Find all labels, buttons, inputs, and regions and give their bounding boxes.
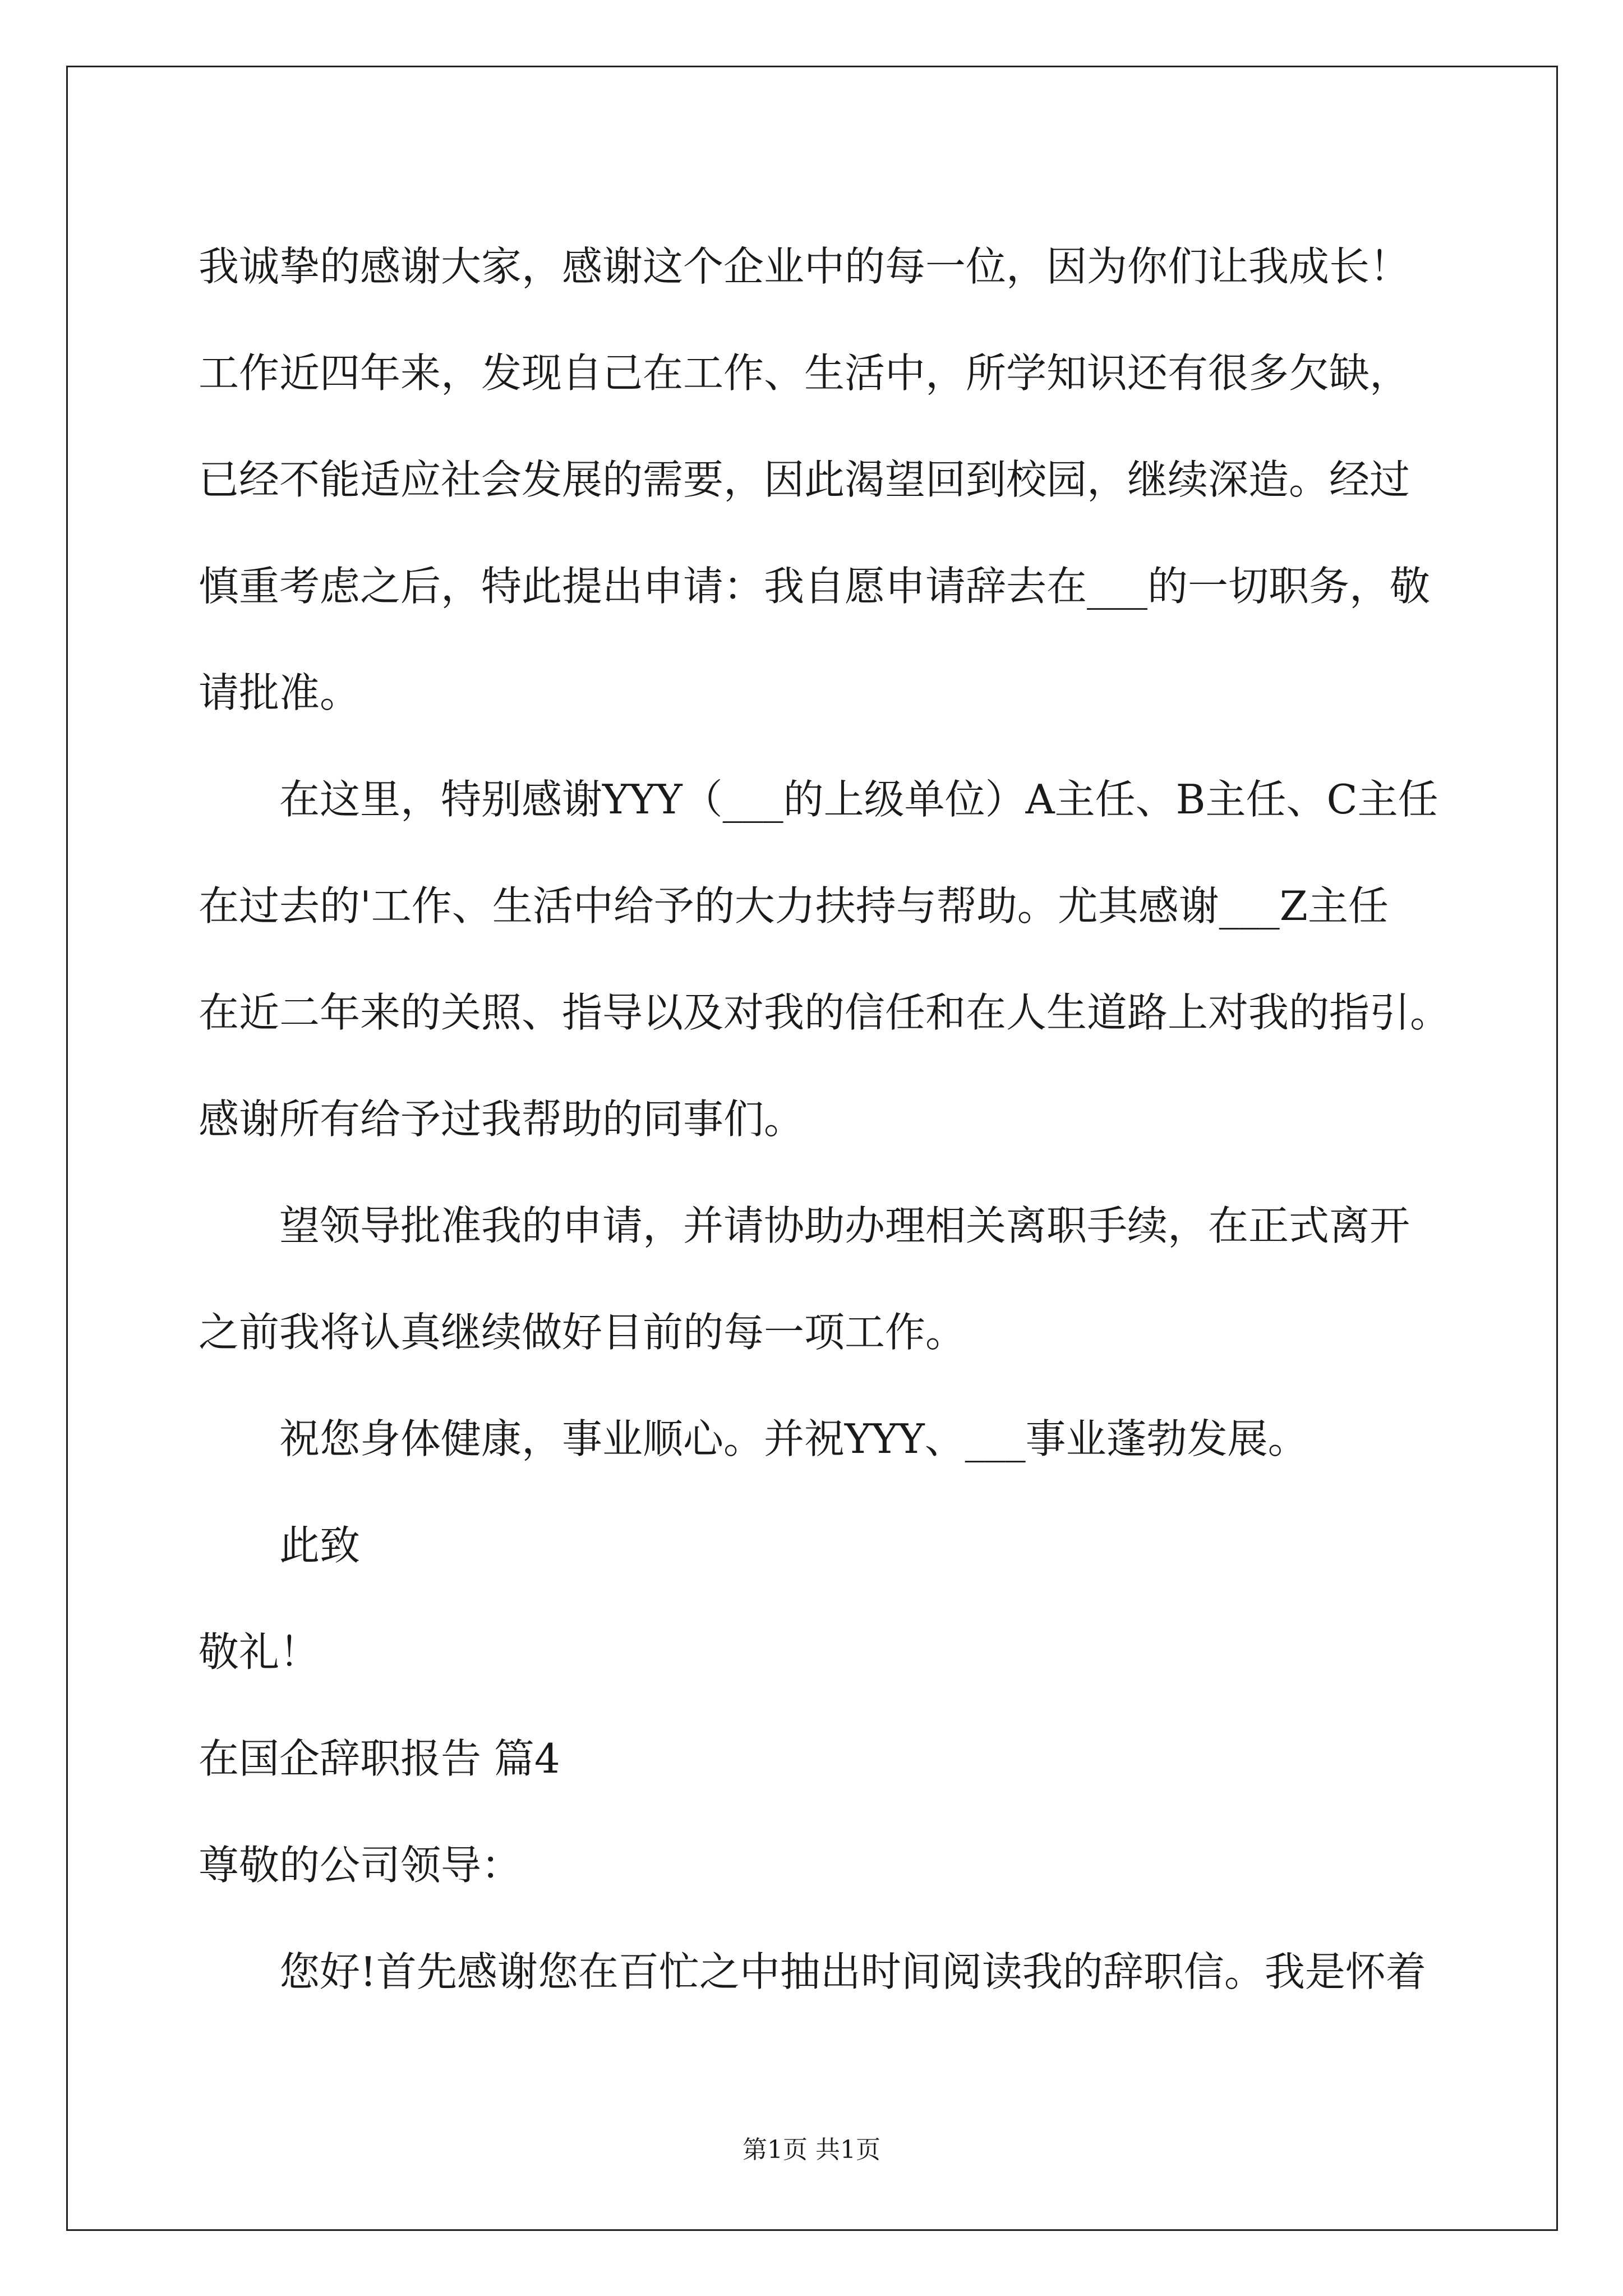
- letter-greeting: 尊敬的公司领导：: [199, 1842, 522, 1889]
- text-line-2: 工作近四年来，发现自己在工作、生活中，所学知识还有很多欠缺，: [199, 349, 1410, 397]
- page-number-footer: 第1页 共1页: [743, 2136, 880, 2164]
- text-line-3: 已经不能适应社会发展的需要，因此渴望回到校园，继续深造。经过: [199, 456, 1410, 503]
- text-line-17: 您好!首先感谢您在百忙之中抽出时间阅读我的辞职信。我是怀着: [279, 1948, 1426, 1995]
- text-line-11: 之前我将认真继续做好目前的每一项工作。: [199, 1309, 966, 1356]
- text-line-8: 在近二年来的关照、指导以及对我的信任和在人生道路上对我的指引。: [199, 989, 1451, 1036]
- text-line-7: 在过去的'工作、生活中给予的大力扶持与帮助。尤其感谢___Z主任: [199, 882, 1389, 930]
- text-line-4: 慎重考虑之后，特此提出申请：我自愿申请辞去在___的一切职务，敬: [199, 563, 1431, 610]
- document-body: [199, 213, 1451, 2025]
- closing-regards: 敬礼！: [199, 1628, 320, 1676]
- section-heading: 在国企辞职报告 篇4: [199, 1735, 560, 1782]
- text-line-5: 请批准。: [199, 669, 361, 716]
- text-line-9: 感谢所有给予过我帮助的同事们。: [199, 1096, 805, 1143]
- text-line-6: 在这里，特别感谢YYY（___的上级单位）A主任、B主任、C主任: [279, 776, 1438, 823]
- text-line-10: 望领导批准我的申请，并请协助办理相关离职手续，在正式离开: [279, 1202, 1410, 1249]
- text-line-12: 祝您身体健康，事业顺心。并祝YYY、___事业蓬勃发展。: [279, 1415, 1308, 1462]
- text-line-1: 我诚挚的感谢大家，感谢这个企业中的每一位，因为你们让我成长！: [199, 243, 1410, 290]
- closing-salutation: 此致: [279, 1522, 361, 1569]
